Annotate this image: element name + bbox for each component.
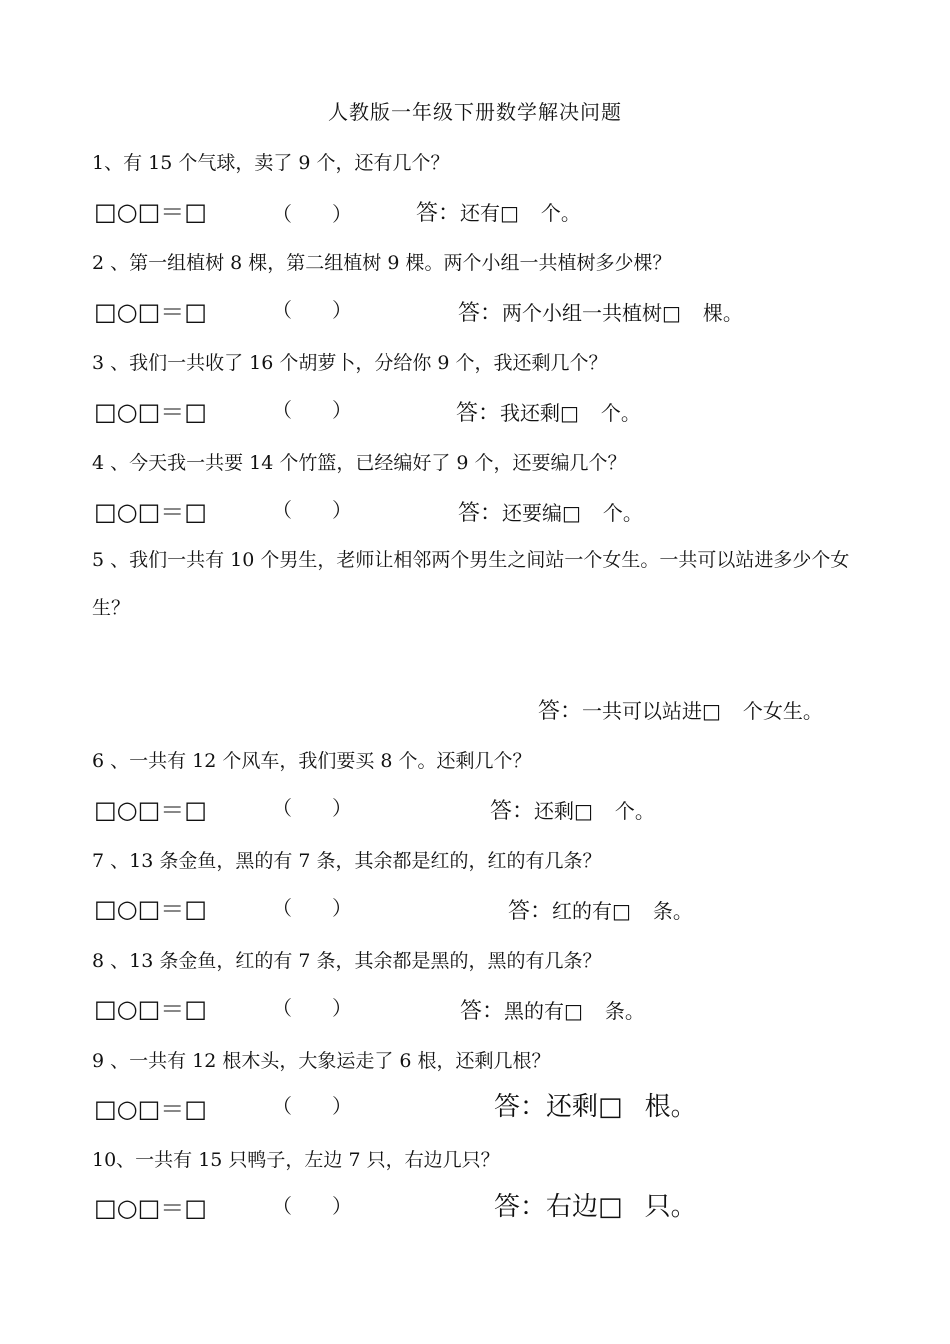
answer-unit: 条。	[652, 899, 693, 923]
answer-box[interactable]: □	[662, 301, 681, 325]
question-5-text: 5 、我们一共有 10 个男生，老师让相邻两个男生之间站一个女生。一共可以站进多少个女生？	[92, 549, 850, 619]
question-6-answer	[490, 794, 655, 825]
question-2-equation[interactable]: □○□＝□	[94, 298, 207, 326]
answer-unit: 棵。	[702, 301, 743, 325]
question-9-equation[interactable]: □○□＝□	[94, 1095, 207, 1123]
answer-box[interactable]: □	[562, 501, 581, 525]
question-3-unit-blank[interactable]: （ ）	[272, 398, 352, 422]
answer-prefix: 还剩	[546, 1092, 599, 1122]
answer-label: 答：	[416, 201, 461, 226]
answer-unit: 条。	[604, 999, 645, 1023]
question-6-text: 6 、一共有 12 个风车，我们要买 8 个。还剩几个？	[92, 750, 532, 772]
question-7-answer	[508, 894, 693, 925]
answer-label: 答：	[456, 401, 501, 426]
answer-prefix: 两个小组一共植树	[502, 301, 663, 325]
answer-box[interactable]: □	[612, 899, 631, 923]
question-9-answer	[494, 1086, 697, 1123]
answer-unit: 个女生。	[742, 699, 823, 723]
answer-prefix: 还剩	[534, 799, 575, 823]
answer-prefix: 黑的有	[504, 999, 565, 1023]
question-10-text: 10、一共有 15 只鸭子，左边 7 只，右边几只？	[92, 1149, 500, 1171]
question-1-unit-blank[interactable]: （ ）	[272, 202, 352, 226]
answer-box[interactable]: □	[564, 999, 583, 1023]
question-7-text: 7 、13 条金鱼，黑的有 7 条，其余都是红的，红的有几条？	[92, 850, 602, 872]
question-1-answer	[416, 196, 581, 227]
question-4-text: 4 、今天我一共要 14 个竹篮，已经编好了 9 个，还要编几个？	[92, 452, 627, 474]
question-10-equation[interactable]: □○□＝□	[94, 1194, 207, 1222]
answer-label: 答：	[458, 501, 503, 526]
answer-unit: 个。	[614, 799, 655, 823]
answer-label: 答：	[508, 899, 553, 924]
question-8-unit-blank[interactable]: （ ）	[272, 996, 352, 1020]
question-6-equation[interactable]: □○□＝□	[94, 796, 207, 824]
page-title: 人教版一年级下册数学解决问题	[328, 100, 622, 124]
question-3-equation[interactable]: □○□＝□	[94, 398, 207, 426]
answer-box[interactable]: □	[500, 201, 519, 225]
question-3-answer	[456, 396, 641, 427]
answer-label: 答：	[494, 1092, 547, 1122]
answer-label: 答：	[494, 1192, 547, 1222]
question-8-answer	[460, 994, 645, 1025]
answer-prefix: 还有	[460, 201, 501, 225]
answer-label: 答：	[538, 699, 583, 724]
answer-unit: 只。	[644, 1192, 697, 1222]
answer-unit: 根。	[644, 1092, 697, 1122]
question-4-equation[interactable]: □○□＝□	[94, 498, 207, 526]
answer-prefix: 一共可以站进	[582, 699, 703, 723]
question-2-answer	[458, 296, 743, 327]
answer-label: 答：	[490, 799, 535, 824]
question-7-equation[interactable]: □○□＝□	[94, 895, 207, 923]
answer-unit: 个。	[602, 501, 643, 525]
answer-box[interactable]: □	[598, 1192, 623, 1222]
question-2-text: 2 、第一组植树 8 棵，第二组植树 9 棵。两个小组一共植树多少棵？	[92, 252, 672, 274]
answer-label: 答：	[458, 301, 503, 326]
answer-label: 答：	[460, 999, 505, 1024]
answer-prefix: 我还剩	[500, 401, 561, 425]
question-9-unit-blank[interactable]: （ ）	[272, 1094, 352, 1118]
question-8-text: 8 、13 条金鱼，红的有 7 条，其余都是黑的，黑的有几条？	[92, 950, 602, 972]
question-3-text: 3 、我们一共收了 16 个胡萝卜，分给你 9 个，我还剩几个？	[92, 352, 608, 374]
question-1-equation[interactable]: □○□＝□	[94, 198, 207, 226]
question-9-text: 9 、一共有 12 根木头，大象运走了 6 根，还剩几根？	[92, 1050, 551, 1072]
question-1-text: 1、有 15 个气球，卖了 9 个，还有几个？	[92, 152, 450, 174]
question-10-answer	[494, 1186, 697, 1223]
answer-unit: 个。	[540, 201, 581, 225]
question-8-equation[interactable]: □○□＝□	[94, 995, 207, 1023]
question-4-answer	[458, 496, 643, 527]
answer-box[interactable]: □	[702, 699, 721, 723]
question-2-unit-blank[interactable]: （ ）	[272, 298, 352, 322]
question-4-unit-blank[interactable]: （ ）	[272, 498, 352, 522]
answer-box[interactable]: □	[560, 401, 579, 425]
answer-box[interactable]: □	[598, 1092, 623, 1122]
answer-box[interactable]: □	[574, 799, 593, 823]
answer-prefix: 右边	[546, 1192, 599, 1222]
question-10-unit-blank[interactable]: （ ）	[272, 1194, 352, 1218]
question-7-unit-blank[interactable]: （ ）	[272, 896, 352, 920]
answer-prefix: 还要编	[502, 501, 563, 525]
question-5-answer	[538, 694, 823, 725]
question-6-unit-blank[interactable]: （ ）	[272, 796, 352, 820]
answer-prefix: 红的有	[552, 899, 613, 923]
answer-unit: 个。	[600, 401, 641, 425]
